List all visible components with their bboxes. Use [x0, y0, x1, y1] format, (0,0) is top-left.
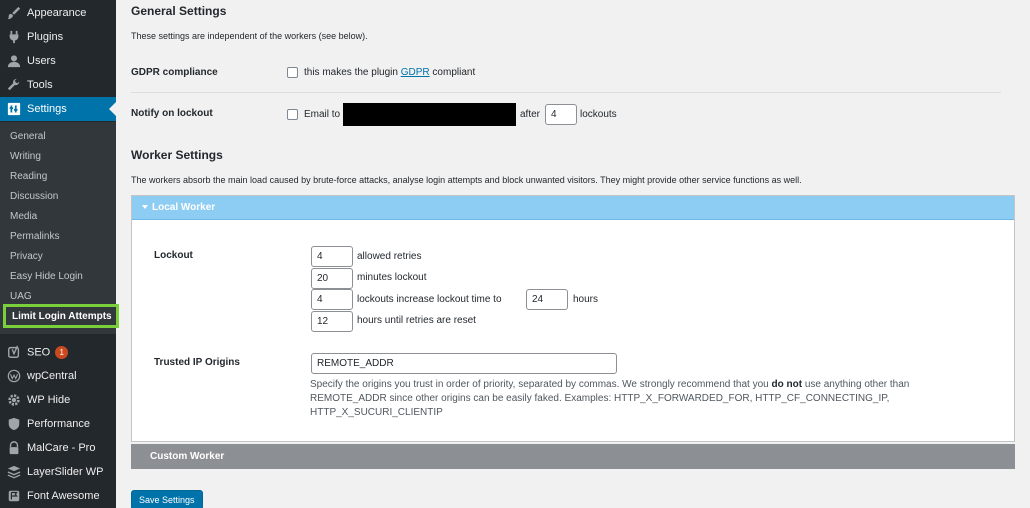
minutes-lockout-input[interactable]: 20 — [311, 268, 353, 289]
submenu-media[interactable]: Media — [10, 211, 38, 222]
settings-submenu — [0, 122, 116, 334]
update-count-badge: 1 — [55, 346, 68, 359]
menu-label: Users — [27, 55, 56, 67]
worker-settings-description: The workers absorb the main load caused by brute-force attacks, analyse login attempts and block unwanted visitors. They might provide other service functions as well. — [131, 175, 802, 185]
retries-reset-input[interactable]: 12 — [311, 311, 353, 332]
menu-plugins[interactable] — [0, 25, 116, 49]
general-settings-description: These settings are independent of the workers (see below). — [131, 31, 368, 41]
menu-tools[interactable] — [0, 73, 116, 97]
menu-label: wpCentral — [27, 370, 77, 382]
submenu-uag[interactable]: UAG — [10, 291, 32, 302]
lockouts-label: lockouts — [580, 109, 617, 120]
worker-settings-heading: Worker Settings — [131, 148, 223, 162]
gdpr-label: GDPR compliance — [131, 67, 218, 78]
notify-label: Notify on lockout — [131, 108, 213, 119]
lockouts-increase-label: lockouts increase lockout time to — [357, 294, 502, 305]
gdpr-text — [304, 67, 475, 78]
save-settings-button[interactable]: Save Settings — [131, 490, 203, 508]
trusted-ip-input[interactable]: REMOTE_ADDR — [311, 353, 617, 374]
lockouts-increase-input[interactable]: 4 — [311, 289, 353, 310]
help-text-2: use anything other than REMOTE_ADDR since other origins can be easily faked. Examples: HTTP_X_FORWARDED_FOR, HTTP_CF_CONNECTING_IP, HTTP_X_SUCURI_CLIENTIP — [310, 379, 910, 418]
submenu-general[interactable]: General — [10, 131, 46, 142]
submenu-privacy[interactable]: Privacy — [10, 251, 43, 262]
lockout-label: Lockout — [154, 250, 193, 261]
email-to-label: Email to — [304, 109, 341, 120]
yoast-icon — [0, 345, 27, 359]
menu-label: LayerSlider WP — [27, 466, 104, 478]
increased-hours-input[interactable]: 24 — [526, 289, 568, 310]
caret-down-icon — [142, 205, 148, 209]
wrench-icon — [0, 78, 27, 92]
after-label: after — [520, 109, 541, 120]
wpcentral-icon — [0, 369, 27, 383]
menu-label: Plugins — [27, 31, 64, 43]
menu-users[interactable] — [0, 49, 116, 73]
hours-label: hours — [573, 294, 599, 305]
menu-label: Performance — [27, 418, 90, 430]
flag-icon — [0, 489, 27, 503]
menu-label: WP Hide — [27, 394, 71, 406]
submenu-discussion[interactable]: Discussion — [10, 191, 59, 202]
menu-layerslider[interactable] — [0, 460, 116, 484]
gdpr-text-before: this makes the plugin — [304, 67, 398, 78]
menu-label: SEO — [27, 345, 51, 358]
user-icon — [0, 54, 27, 68]
divider — [131, 92, 1001, 93]
local-worker-header[interactable] — [132, 196, 1014, 220]
settings-icon — [0, 102, 27, 116]
submenu-reading[interactable]: Reading — [10, 171, 48, 182]
help-text-1: Specify the origins you trust in order of priority, separated by commas. We strongly recommend that you — [310, 379, 769, 390]
gdpr-link[interactable]: GDPR — [400, 67, 430, 78]
layers-icon — [0, 465, 27, 479]
email-input-redacted[interactable] — [343, 103, 516, 126]
minutes-lockout-label: minutes lockout — [357, 272, 427, 283]
lock-icon — [0, 441, 27, 455]
custom-worker-header[interactable] — [132, 445, 1014, 469]
menu-label: Font Awesome — [27, 490, 100, 502]
menu-label: Appearance — [27, 7, 87, 19]
menu-wp-hide[interactable] — [0, 388, 116, 412]
trusted-ip-help — [310, 378, 960, 420]
notify-lockouts-input[interactable]: 4 — [545, 104, 577, 125]
gdpr-text-after: compliant — [432, 67, 476, 78]
menu-seo[interactable] — [0, 340, 116, 364]
allowed-retries-input[interactable]: 4 — [311, 246, 353, 267]
trusted-ip-label: Trusted IP Origins — [154, 357, 240, 368]
general-settings-heading: General Settings — [131, 4, 227, 18]
gdpr-checkbox[interactable] — [287, 67, 298, 78]
submenu-writing[interactable]: Writing — [10, 151, 41, 162]
submenu-easy-hide-login[interactable]: Easy Hide Login — [10, 271, 83, 282]
menu-font-awesome[interactable] — [0, 484, 116, 508]
menu-appearance[interactable] — [0, 1, 116, 25]
custom-worker-panel — [131, 444, 1015, 469]
menu-label: MalCare - Pro — [27, 442, 96, 454]
plug-icon — [0, 30, 27, 44]
paintbrush-icon — [0, 6, 27, 20]
menu-performance[interactable] — [0, 412, 116, 436]
admin-sidebar — [0, 0, 116, 508]
menu-malcare[interactable] — [0, 436, 116, 460]
allowed-retries-label: allowed retries — [357, 251, 422, 262]
menu-wpcentral[interactable] — [0, 364, 116, 388]
menu-label: Settings — [27, 103, 67, 115]
menu-settings[interactable] — [0, 97, 116, 121]
local-worker-title: Local Worker — [152, 202, 216, 213]
help-text-bold: do not — [771, 379, 803, 390]
custom-worker-title: Custom Worker — [150, 451, 225, 462]
retries-reset-label: hours until retries are reset — [357, 315, 476, 326]
submenu-permalinks[interactable]: Permalinks — [10, 231, 60, 242]
submenu-limit-login-attempts[interactable]: Limit Login Attempts — [3, 304, 119, 328]
shield-icon — [0, 417, 27, 431]
menu-label: Tools — [27, 79, 53, 91]
gear-icon — [0, 393, 27, 407]
notify-email-checkbox[interactable] — [287, 109, 298, 120]
